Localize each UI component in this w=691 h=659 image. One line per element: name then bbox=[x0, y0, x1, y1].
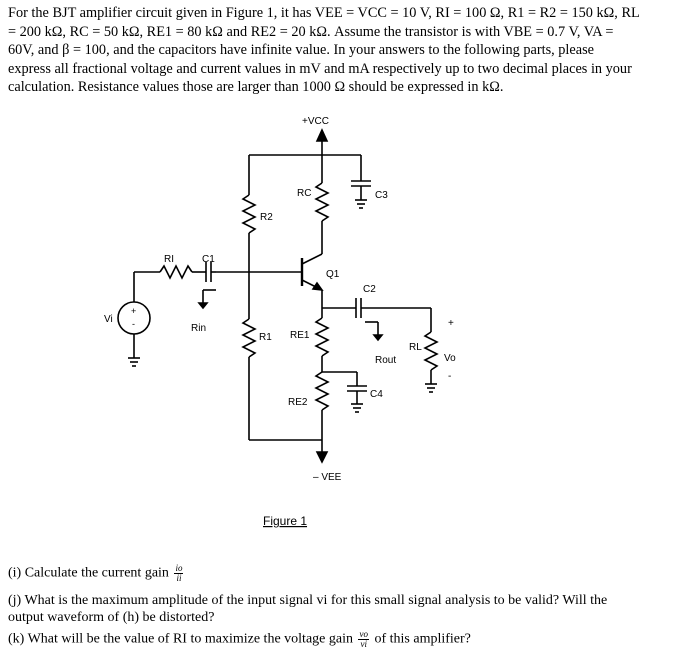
vo-plus: + bbox=[448, 318, 454, 329]
problem-line-1: For the BJT amplifier circuit given in Figure 1, it has VEE = VCC = 10 V, RI = 100 Ω, R1 = R2 = 150 kΩ, RL bbox=[8, 5, 640, 21]
voltage-gain-fraction bbox=[358, 630, 369, 649]
current-gain-denominator: ii bbox=[176, 573, 182, 583]
vee-label: – VEE bbox=[313, 472, 342, 483]
r1-label: R1 bbox=[259, 332, 272, 343]
current-gain-numerator: io bbox=[175, 563, 183, 573]
voltage-gain-denominator: vi bbox=[360, 639, 367, 649]
rl-resistor bbox=[425, 332, 437, 370]
question-i-text: (i) Calculate the current gain bbox=[8, 565, 169, 581]
problem-line-3: 60V, and β = 100, and the capacitors have infinite value. In your answers to the following parts, please bbox=[8, 42, 594, 58]
vcc-arrow bbox=[317, 130, 327, 141]
c2-label: C2 bbox=[363, 284, 376, 295]
rl-label: RL bbox=[409, 342, 422, 353]
question-j-line-2: output waveform of (h) be distorted? bbox=[8, 610, 215, 625]
problem-line-4: express all fractional voltage and current values in mV and mA respectively up to two decimal places in your bbox=[8, 60, 632, 77]
r2-resistor bbox=[243, 195, 255, 233]
re2-resistor bbox=[316, 372, 328, 410]
rc-resistor bbox=[316, 183, 328, 221]
current-gain-fraction bbox=[174, 564, 183, 583]
problem-line-2: = 200 kΩ, RC = 50 kΩ, RE1 = 80 kΩ and RE2 = 20 kΩ. Assume the transistor is with VBE = 0.7 V, VA = bbox=[8, 23, 614, 40]
figure-caption: Figure 1 bbox=[263, 514, 308, 528]
re2-label: RE2 bbox=[288, 397, 308, 408]
question-k bbox=[8, 630, 471, 649]
question-j bbox=[8, 592, 607, 626]
ri-resistor bbox=[160, 266, 192, 278]
problem-line-5: calculation. Resistance values those are larger than 1000 Ω should be expressed in kΩ. bbox=[8, 79, 504, 95]
question-j-line-1: (j) What is the maximum amplitude of the input signal vi for this small signal analysis to be valid? Will the bbox=[8, 593, 608, 608]
re1-resistor bbox=[316, 318, 328, 356]
ri-label: RI bbox=[164, 254, 174, 265]
re1-label: RE1 bbox=[290, 330, 310, 341]
question-k-text-after: of this amplifier? bbox=[374, 631, 471, 647]
rc-label: RC bbox=[297, 188, 312, 199]
question-i bbox=[8, 564, 185, 583]
vi-minus: - bbox=[132, 319, 135, 329]
vi-label: Vi bbox=[104, 314, 113, 325]
r2-label: R2 bbox=[260, 212, 273, 223]
r1-resistor bbox=[243, 319, 255, 357]
q1-label: Q1 bbox=[326, 269, 340, 280]
question-k-text-before: (k) What will be the value of RI to maximize the voltage gain bbox=[8, 631, 353, 647]
vee-arrow bbox=[317, 452, 327, 462]
vo-label: Vo bbox=[444, 353, 456, 364]
vcc-label: +VCC bbox=[302, 116, 329, 127]
c3-label: C3 bbox=[375, 190, 388, 201]
vi-plus: + bbox=[131, 306, 137, 316]
voltage-gain-numerator: vo bbox=[359, 629, 368, 639]
vo-minus: - bbox=[448, 371, 452, 382]
rin-label: Rin bbox=[191, 323, 207, 334]
c4-label: C4 bbox=[370, 389, 383, 400]
rout-label: Rout bbox=[375, 355, 397, 366]
c1-label: C1 bbox=[202, 254, 215, 265]
